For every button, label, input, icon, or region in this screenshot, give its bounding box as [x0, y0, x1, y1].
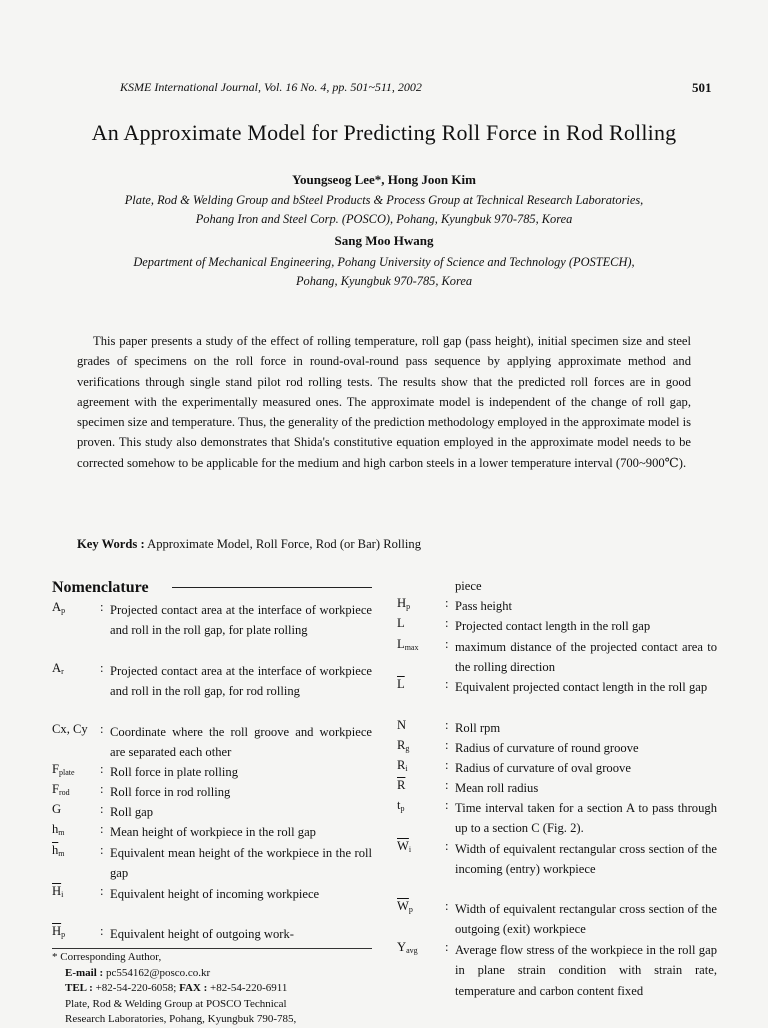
nomenclature-entry: $\overline{R}$ : Mean roll radius	[397, 778, 539, 795]
nomenclature-rule	[172, 587, 372, 588]
journal-citation: KSME International Journal, Vol. 16 No. 4, pp. 501~511, 2002	[120, 80, 422, 94]
nomenclature-entry: $\overline{W}_p$ : Width of equivalent rectangular cross section of the outgoing (exit) workpiece	[397, 899, 717, 937]
nomenclature-entry: $\overline{W}_i$ : Width of equivalent rectangular cross section of the incoming (entry) workpiece	[397, 839, 717, 877]
keywords-label: Key Words :	[77, 537, 145, 551]
affiliation-1-line-2: Pohang Iron and Steel Corp. (POSCO), Pohang, Kyungbuk 970-785, Korea	[195, 212, 573, 226]
authors-primary: Youngseog Lee*, Hong Joon Kim	[292, 172, 476, 187]
nomenclature-entry: G : Roll gap	[52, 802, 154, 819]
nomenclature-entry: $R_i$ : Radius of curvature of oval groove	[397, 758, 631, 775]
footnote-corresponding: * Corresponding Author,	[52, 951, 162, 963]
nomenclature-entry: piece	[455, 579, 482, 593]
keywords	[77, 537, 421, 552]
nomenclature-entry: N : Roll rpm	[397, 718, 501, 735]
footnote-email: E-mail : pc554162@posco.co.kr	[65, 966, 211, 979]
affiliation-2-line-2: Pohang, Kyungbuk 970-785, Korea	[295, 274, 473, 288]
affiliation-2-line-1: Department of Mechanical Engineering, Pohang University of Science and Technology (POSTECH),	[133, 255, 635, 269]
nomenclature-entry: $Y_{avg}$ : Average flow stress of the workpiece in the roll gap in plane strain condition with strain rate, temperature and carbon content fixed	[397, 940, 717, 998]
affiliation-2	[0, 253, 768, 291]
nomenclature-entry: $F_{rod}$ : Roll force in rod rolling	[52, 782, 231, 799]
footnote-phone: TEL : +82-54-220-6058; FAX : +82-54-220-6911	[65, 982, 288, 994]
footnote	[52, 950, 382, 1028]
nomenclature-entry: $t_p$ : Time interval taken for a section A to pass through up to a section C (Fig. 2).	[397, 798, 717, 836]
nomenclature-entry: $A_r$ : Projected contact area at the interface of workpiece and roll in the roll gap, for rod rolling	[52, 661, 372, 699]
nomenclature-entry: $\overline{H}_p$ : Equivalent height of outgoing work-	[52, 924, 294, 941]
nomenclature-entry: $A_p$ : Projected contact area at the interface of workpiece and roll in the roll gap, for plate rolling	[52, 600, 372, 638]
nomenclature-heading: Nomenclature	[52, 579, 149, 596]
nomenclature-entry: $H_p$ : Pass height	[397, 596, 513, 613]
nomenclature-entry: $L_{max}$ : maximum distance of the projected contact area to the rolling direction	[397, 637, 717, 675]
keywords-text: Approximate Model, Roll Force, Rod (or Bar) Rolling	[147, 537, 421, 551]
nomenclature-entry: $\overline{H}_i$ : Equivalent height of incoming workpiece	[52, 884, 320, 901]
footnote-address-2: Research Laboratories, Pohang, Kyungbuk 790-785,	[65, 1013, 297, 1025]
nomenclature-entry: L : Projected contact length in the roll gap	[397, 616, 651, 633]
nomenclature-entry: $\overline{h}_m$ : Equivalent mean height of the workpiece in the roll gap	[52, 843, 372, 881]
affiliation-1	[0, 191, 768, 229]
nomenclature-entry: Cx, Cy : Coordinate where the roll groove and workpiece are separated each other	[52, 722, 372, 760]
nomenclature-entry: $F_{plate}$ : Roll force in plate rolling	[52, 762, 239, 779]
nomenclature-entry: $h_m$ : Mean height of workpiece in the roll gap	[52, 822, 316, 839]
footnote-rule	[52, 948, 372, 949]
paper-title: An Approximate Model for Predicting Roll Force in Rod Rolling	[91, 120, 677, 145]
affiliation-1-line-1: Plate, Rod & Welding Group and bSteel Products & Process Group at Technical Research Laboratories,	[124, 193, 644, 207]
footnote-address-1: Plate, Rod & Welding Group at POSCO Technical	[65, 997, 287, 1010]
abstract-text: This paper presents a study of the effect of rolling temperature, roll gap (pass height), initial specimen size and steel grades of specimens on the roll force in round-oval-round pass sequence by applying approximate method and verifications through single stand pilot rod rolling tests. The results show that the predicted roll forces are in good agreement with the experimentally measured ones. The approximate model is independent of the change of roll gap, specimen size and temperature. Thus, the generality of the prediction methodology employed in the approximate model is proven. This study also demonstrates that Shida's constitutive equation employed in the approximate model needs to be corrected somehow to be applicable for the medium and high carbon steels in a lower temperature interval (700~900℃).	[77, 334, 691, 470]
nomenclature-entry: $R_g$ : Radius of curvature of round groove	[397, 738, 639, 755]
authors-secondary: Sang Moo Hwang	[334, 233, 434, 248]
page-number: 501	[692, 80, 712, 95]
nomenclature-entry: $\overline{L}$ : Equivalent projected contact length in the roll gap	[397, 677, 708, 694]
abstract	[77, 331, 691, 473]
